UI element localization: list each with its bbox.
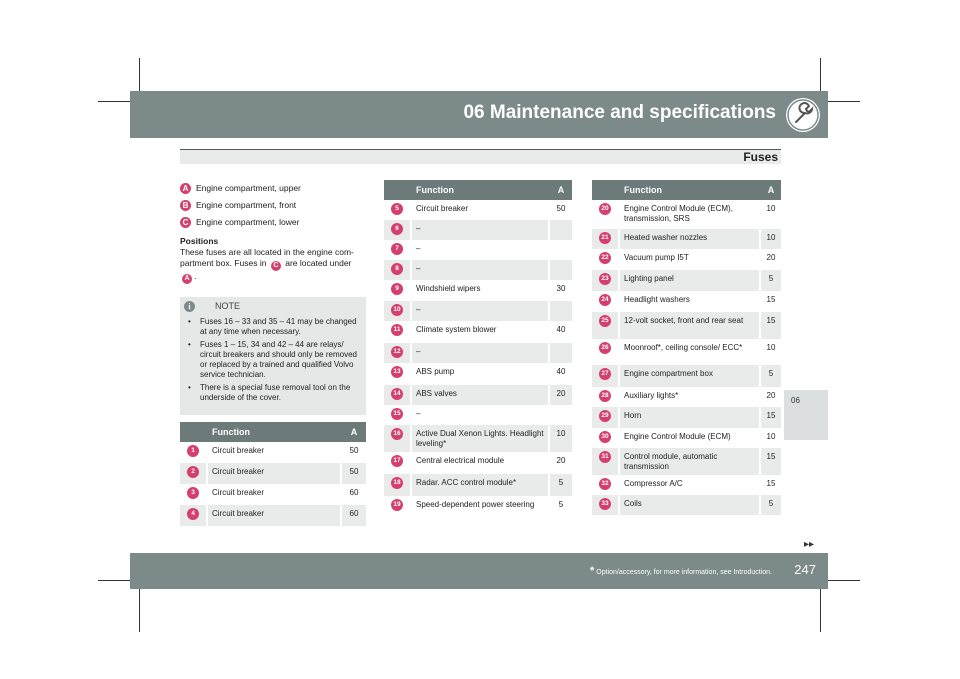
note-list <box>180 315 366 403</box>
table-row <box>180 505 366 526</box>
legend-item <box>180 180 366 197</box>
fuse-function: Headlight washers <box>620 291 761 312</box>
fuse-function: Circuit breaker <box>208 442 342 463</box>
fuse-function: 12-volt socket, front and rear seat <box>620 312 761 339</box>
table-row <box>384 452 572 474</box>
fuse-function: Climate system blower <box>412 321 550 343</box>
legend-text: Engine compartment, front <box>196 200 297 210</box>
fuse-amperage: 5 <box>768 499 774 508</box>
fuse-amperage: 60 <box>349 488 359 497</box>
fuse-function: Heated washer nozzles <box>620 229 761 249</box>
info-icon: i <box>184 301 195 312</box>
fuse-function: Lighting panel <box>620 270 761 291</box>
fuse-number-badge: 9 <box>391 283 403 295</box>
fuse-function: Compressor A/C <box>620 475 761 495</box>
badge-c-icon: C <box>271 261 281 271</box>
fuse-function: ABS pump <box>412 363 550 385</box>
table-header <box>592 180 781 200</box>
fuse-amperage <box>550 220 572 224</box>
fuse-amperage: 20 <box>556 389 566 398</box>
fuse-amperage: 10 <box>766 432 776 441</box>
table-row <box>384 425 572 452</box>
footnote: * Option/accessory, for more information, see Introduction. <box>590 565 772 577</box>
fuse-function: Central electrical module <box>412 452 550 474</box>
fuse-function: Circuit breaker <box>412 200 550 220</box>
table-row <box>592 249 781 270</box>
table-row <box>384 321 572 343</box>
fuse-function: Coils <box>620 495 761 515</box>
fuse-amperage: 15 <box>766 316 776 325</box>
fuse-number-badge: 30 <box>599 431 611 443</box>
column-header-function: Function <box>212 427 250 437</box>
fuse-amperage: 40 <box>556 367 566 376</box>
table-row <box>180 484 366 505</box>
chapter-header <box>130 91 828 138</box>
fuse-box-legend <box>180 180 366 284</box>
fuse-function: Active Dual Xenon Lights. Headlight leveling* <box>412 425 550 452</box>
page-footer <box>130 553 828 589</box>
fuse-table-20-33 <box>592 180 781 515</box>
fuse-amperage: 50 <box>349 467 359 476</box>
fuse-amperage: 15 <box>766 479 776 488</box>
column-header-amp: A <box>350 427 358 437</box>
fuse-function: Moonroof*, ceiling console/ ECC* <box>620 339 761 365</box>
continue-arrows: ▸▸ <box>804 539 815 550</box>
table-row <box>384 260 572 280</box>
table-row <box>592 448 781 475</box>
fuse-function: Control module, automatic transmission <box>620 448 761 475</box>
table-header <box>384 180 572 200</box>
fuse-number-badge: 19 <box>391 499 403 511</box>
note-item: • Fuses 16 – 33 and 35 – 41 may be changed at any time when necessary. <box>188 317 357 336</box>
note-label: NOTE <box>215 301 241 311</box>
positions-text: These fuses are all located in the engine com-partment box. Fuses in C are located under A . <box>180 247 354 282</box>
fuse-amperage: 60 <box>349 509 359 518</box>
table-row <box>592 428 781 448</box>
column-header-amp: A <box>767 185 775 195</box>
fuse-function: Windshield wipers <box>412 280 550 301</box>
fuse-amperage: 15 <box>766 295 776 304</box>
note-header <box>180 297 366 315</box>
table-row <box>592 312 781 339</box>
fuse-function: – <box>412 220 550 240</box>
fuse-amperage <box>550 405 572 409</box>
table-row <box>384 363 572 385</box>
legend-item <box>180 197 366 214</box>
fuse-number-badge: 20 <box>599 203 611 215</box>
fuse-function: – <box>412 301 550 321</box>
fuse-number-badge: 17 <box>391 455 403 467</box>
fuse-amperage: 5 <box>768 369 774 378</box>
fuse-amperage <box>550 343 572 347</box>
fuse-number-badge: 1 <box>187 445 199 457</box>
legend-item <box>180 214 366 231</box>
badge-b-icon: B <box>180 200 191 211</box>
fuse-function: Circuit breaker <box>208 505 342 526</box>
table-row <box>180 442 366 463</box>
fuse-number-badge: 22 <box>599 252 611 264</box>
fuse-number-badge: 7 <box>391 243 403 255</box>
table-row <box>592 495 781 515</box>
fuse-number-badge: 21 <box>599 232 611 244</box>
fuse-amperage: 5 <box>768 274 774 283</box>
fuse-amperage: 20 <box>556 456 566 465</box>
fuse-amperage: 50 <box>349 446 359 455</box>
legend-text: Engine compartment, lower <box>196 217 300 227</box>
fuse-amperage: 50 <box>556 204 566 213</box>
fuse-function: – <box>412 405 550 425</box>
fuse-number-badge: 25 <box>599 315 611 327</box>
table-row <box>384 385 572 405</box>
legend-text: Engine compartment, upper <box>196 183 301 193</box>
fuse-function: Engine Control Module (ECM), transmission, SRS <box>620 200 761 229</box>
fuse-function: Horn <box>620 407 761 428</box>
page-number: 247 <box>794 562 816 577</box>
fuse-number-badge: 12 <box>391 346 403 358</box>
fuse-table-5-19 <box>384 180 572 524</box>
fuse-number-badge: 31 <box>599 451 611 463</box>
fuse-number-badge: 4 <box>187 508 199 520</box>
fuse-number-badge: 15 <box>391 408 403 420</box>
fuse-amperage: 30 <box>556 284 566 293</box>
fuse-function: – <box>412 260 550 280</box>
fuse-amperage: 10 <box>556 429 566 438</box>
badge-c-icon: C <box>180 217 191 228</box>
fuse-function: Auxiliary lights* <box>620 387 761 407</box>
table-row <box>384 474 572 496</box>
fuse-number-badge: 26 <box>599 342 611 354</box>
fuse-function: Speed-dependent power steering <box>412 496 550 524</box>
fuse-number-badge: 6 <box>391 223 403 235</box>
fuse-function: – <box>412 343 550 363</box>
table-row <box>592 229 781 249</box>
note-item: • There is a special fuse removal tool on the underside of the cover. <box>188 383 351 402</box>
table-row <box>592 291 781 312</box>
badge-a-icon: A <box>180 183 191 194</box>
fuse-number-badge: 32 <box>599 478 611 490</box>
fuse-amperage <box>550 240 572 244</box>
fuse-number-badge: 16 <box>391 428 403 440</box>
fuse-amperage: 10 <box>766 343 776 352</box>
fuse-amperage: 5 <box>558 478 564 487</box>
badge-a-icon: A <box>182 274 192 284</box>
note-box <box>180 297 366 415</box>
table-row <box>384 240 572 260</box>
chapter-title: 06 Maintenance and specifications <box>463 102 776 123</box>
fuse-number-badge: 14 <box>391 388 403 400</box>
wrench-icon <box>786 98 820 132</box>
column-header-function: Function <box>416 185 454 195</box>
table-row <box>180 463 366 484</box>
fuse-number-badge: 10 <box>391 304 403 316</box>
fuse-amperage: 40 <box>556 325 566 334</box>
table-row <box>384 405 572 425</box>
fuse-function: Engine Control Module (ECM) <box>620 428 761 448</box>
fuse-number-badge: 13 <box>391 366 403 378</box>
table-row <box>384 200 572 220</box>
fuse-function: Vacuum pump I5T <box>620 249 761 270</box>
table-row <box>384 220 572 240</box>
fuse-number-badge: 2 <box>187 466 199 478</box>
table-row <box>384 343 572 363</box>
table-row <box>384 496 572 524</box>
fuse-function: – <box>412 240 550 260</box>
table-row <box>592 339 781 365</box>
fuse-function: Radar. ACC control module* <box>412 474 550 496</box>
note-item: • Fuses 1 – 15, 34 and 42 – 44 are relays/ circuit breakers and should only be removed or replaced by a trained and qualified Volvo service technician. <box>188 340 357 379</box>
fuse-number-badge: 18 <box>391 477 403 489</box>
fuse-function: ABS valves <box>412 385 550 405</box>
fuse-function: Circuit breaker <box>208 463 342 484</box>
fuse-table-1-4 <box>180 422 366 526</box>
fuse-function: Engine compartment box <box>620 365 761 387</box>
fuse-number-badge: 24 <box>599 294 611 306</box>
section-header <box>180 149 781 164</box>
fuse-amperage: 10 <box>766 233 776 242</box>
table-row <box>592 200 781 229</box>
table-row <box>592 365 781 387</box>
fuse-number-badge: 27 <box>599 368 611 380</box>
chapter-tab <box>784 390 828 440</box>
fuse-amperage: 10 <box>766 204 776 213</box>
fuse-amperage <box>550 260 572 264</box>
table-row <box>592 270 781 291</box>
fuse-number-badge: 29 <box>599 410 611 422</box>
table-header <box>180 422 366 442</box>
fuse-amperage <box>550 301 572 305</box>
column-header-amp: A <box>557 185 565 195</box>
table-row <box>592 387 781 407</box>
fuse-function: Circuit breaker <box>208 484 342 505</box>
table-row <box>384 301 572 321</box>
fuse-amperage: 5 <box>558 500 564 509</box>
positions-heading: Positions <box>180 236 219 246</box>
table-row <box>384 280 572 301</box>
fuse-number-badge: 28 <box>599 390 611 402</box>
section-title: Fuses <box>743 150 778 164</box>
fuse-number-badge: 8 <box>391 263 403 275</box>
fuse-amperage: 20 <box>766 253 776 262</box>
fuse-number-badge: 33 <box>599 498 611 510</box>
fuse-number-badge: 11 <box>391 324 403 336</box>
fuse-number-badge: 3 <box>187 487 199 499</box>
table-row <box>592 475 781 495</box>
fuse-amperage: 15 <box>766 411 776 420</box>
fuse-number-badge: 23 <box>599 273 611 285</box>
fuse-amperage: 15 <box>766 452 776 461</box>
fuse-number-badge: 5 <box>391 203 403 215</box>
fuse-amperage: 20 <box>766 391 776 400</box>
table-row <box>592 407 781 428</box>
chapter-tab-label: 06 <box>791 396 800 405</box>
column-header-function: Function <box>624 185 662 195</box>
